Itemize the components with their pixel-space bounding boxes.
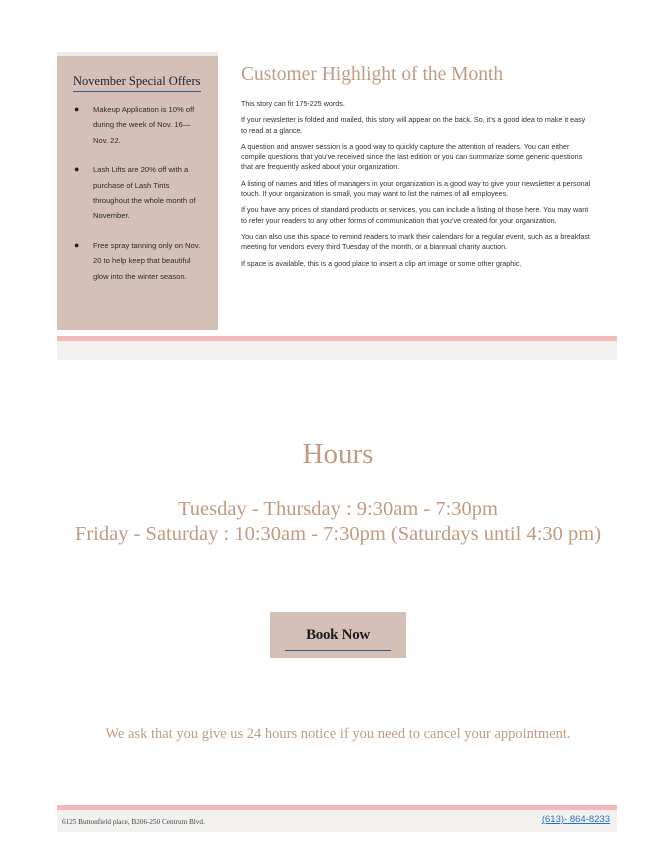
offer-item xyxy=(57,238,218,284)
sidebar-title: November Special Offers xyxy=(73,74,201,88)
story-paragraph: A listing of names and titles of managers in your organization is a good way to give your newsletter a personal touch. If your organization is small, you may want to list the names of all employees. xyxy=(241,178,591,199)
bullet-icon: ● xyxy=(74,164,80,175)
story-title: Customer Highlight of the Month xyxy=(241,64,504,85)
story-body xyxy=(241,99,593,275)
footer-phone-link[interactable]: (613)- 864-8233 xyxy=(541,814,610,825)
offer-text: Makeup Application is 10% off during the week of Nov. 16—Nov. 22. xyxy=(93,105,195,145)
section-divider-band xyxy=(57,341,617,360)
story-paragraph: If space is available, this is a good place to insert a clip art image or some other graphic. xyxy=(241,258,522,268)
bullet-icon: ● xyxy=(74,104,80,114)
story-paragraph: If your newsletter is folded and mailed, this story will appear on the back. So, it’s a good idea to make it easy to read at a glance. xyxy=(241,115,586,135)
hours-weekday: Tuesday - Thursday : 9:30am - 7:30pm xyxy=(177,498,498,520)
offer-item xyxy=(57,102,218,148)
offer-item xyxy=(57,162,218,224)
cancellation-notice: We ask that you give us 24 hours notice if you need to cancel your appointment. xyxy=(105,726,571,742)
hours-title: Hours xyxy=(302,438,374,470)
offer-text: Lash Lifts are 20% off with a purchase of Lash Tints throughout the whole month of November. xyxy=(93,165,196,221)
offers-list xyxy=(57,102,218,298)
offer-text: Free spray tanning only on Nov. 20 to help keep that beautiful glow into the winter season. xyxy=(93,240,201,281)
story-paragraph: If you have any prices of standard products or services, you can include a listing of those here. You may want to refer your readers to any other forms of communication that you’ve created for your organization. xyxy=(241,205,589,225)
story-paragraph: A question and answer session is a good way to quickly capture the attention of readers. You can either compile questions that you’ve received since the last edition or you can summarize some generic questions that are frequently asked about your organization. xyxy=(241,141,583,172)
sidebar-title-underline xyxy=(73,91,201,92)
book-now-label: Book Now xyxy=(306,627,370,643)
bullet-icon: ● xyxy=(74,239,80,250)
story-paragraph: You can also use this space to remind readers to mark their calendars for a regular event, such as a breakfast meeting for vendors every third Tuesday of the month, or a biannual charity auction. xyxy=(241,231,590,252)
footer-address: 6125 Buttonfield place, B206-250 Centrum Blvd. xyxy=(62,818,205,826)
book-now-button[interactable] xyxy=(270,612,406,658)
special-offers-sidebar xyxy=(57,52,218,330)
book-now-underline xyxy=(285,650,391,651)
story-paragraph: This story can fit 175-225 words. xyxy=(241,99,345,108)
hours-weekend: Friday - Saturday : 10:30am - 7:30pm (Saturdays until 4:30 pm) xyxy=(74,523,602,545)
